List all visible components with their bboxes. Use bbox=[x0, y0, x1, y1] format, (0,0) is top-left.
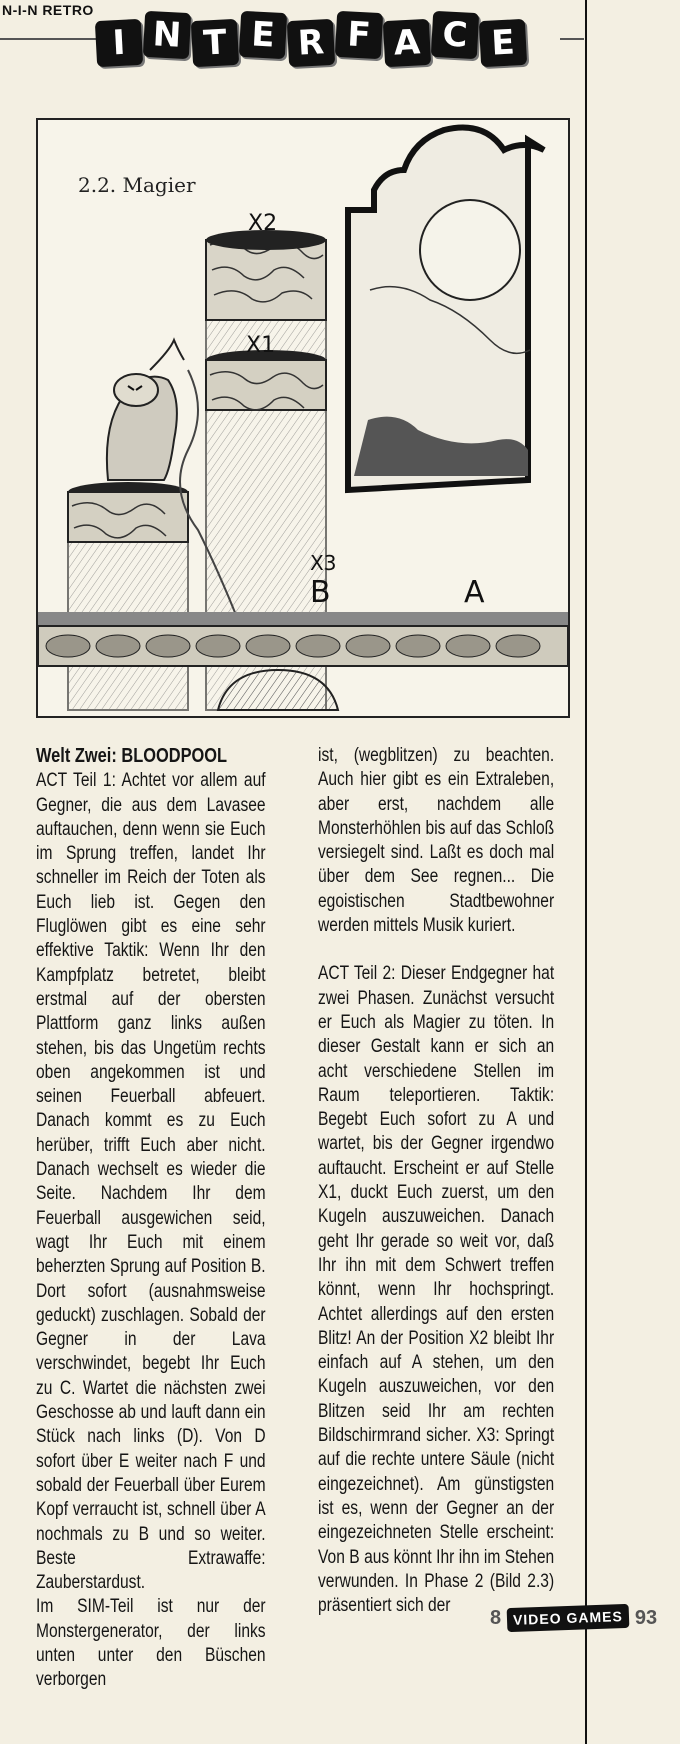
title-letter: E bbox=[479, 19, 527, 67]
right-column bbox=[318, 744, 554, 1618]
marker-a: A bbox=[464, 575, 485, 610]
paragraph-gap bbox=[318, 938, 554, 962]
marker-b: B bbox=[310, 575, 331, 610]
left-pillar bbox=[68, 482, 188, 710]
rocky-floor bbox=[38, 612, 568, 666]
magazine-logo: VIDEO GAMES bbox=[507, 1604, 630, 1632]
title-letter: C bbox=[431, 11, 479, 59]
figure-caption: 2.2. Magier bbox=[78, 173, 196, 197]
title-letter: I bbox=[95, 19, 143, 67]
column-rule bbox=[585, 0, 587, 1744]
page-number: 93 bbox=[634, 1606, 658, 1629]
map-illustration bbox=[36, 118, 570, 718]
marker-x1: X1 bbox=[246, 333, 276, 358]
section-tag: N-I-N RETRO bbox=[2, 2, 94, 18]
title-letter: E bbox=[239, 11, 287, 59]
title-letter: N bbox=[143, 11, 191, 59]
title-letter: F bbox=[335, 11, 383, 59]
marker-x3: X3 bbox=[310, 551, 337, 575]
castle-window bbox=[348, 128, 544, 491]
paragraph: ACT Teil 2: Dieser Endgegner hat zwei Phasen. Zunächst versucht er Euch als Magier zu töten. In dieser Gestalt kann er sich an acht verschiedene Stellen im Raum teleportieren. Taktik: Begebt Euch sofort zu A und wartet, bis der Gegner irgendwo auftaucht. Erscheint er auf Stelle X1, duckt Euch zuerst, um den Kugeln auszuweichen. Danach geht Ihr gerade so weit vor, daß Ihr ihn mit dem Schwert treffen könnt, wenn Ihr hochspringt. Achtet allerdings auf den ersten Blitz! An der Position X2 bleibt Ihr einfach auf A stehen, um den Kugeln auszuweichen, vor den Blitzen seid Ihr am rechten Bildschirmrand sicher. X3: Springt auf die rechte untere Säule (nicht eingezeichnet). Am günstigsten ist es, wenn der Gegner an der eingezeichneten Stelle erscheint: Von B aus könnt Ihr ihn im Stehen verwunden. In Phase 2 (Bild 2.3) präsentiert sich der bbox=[318, 963, 555, 1617]
title-letter: R bbox=[287, 19, 335, 67]
title-letter: A bbox=[383, 19, 431, 67]
sketch-drawing bbox=[38, 120, 568, 716]
paragraph: ist, (wegblitzen) zu beachten. Auch hier gibt es ein Extraleben, aber erst, nachdem alle Monsterhöhlen bis auf das Schloß versiegelt sind. Laßt es doch mal über dem See regnen... Die egoistischen Stadtbewohner werden mittels Musik kuriert. bbox=[318, 745, 555, 937]
page-title bbox=[96, 14, 576, 70]
marker-x2: X2 bbox=[248, 211, 278, 236]
issue-number: 8 bbox=[490, 1606, 502, 1629]
page-footer bbox=[490, 1600, 657, 1636]
paragraph: ACT Teil 1: Achtet vor allem auf Gegner, die aus dem Lavasee auftauchen, denn wenn sie Euch im Sprung treffen, landet Ihr schneller im Reich der Toten als Euch lieb ist. Gegen den Fluglöwen gibt es eine sehr effektive Taktik: Wenn Ihr den Kampfplatz betretet, bleibt erstmal auf der obersten Plattform ganz links außen stehen, bis das Ungetüm rechts oben angekommen ist und seinen Feuerball abfeuert. Danach kommt es zu Euch herüber, trifft Euch aber nicht. Danach wechselt es wieder die Seite. Nachdem Ihr dem Feuerball ausgewichen seid, wagt Ihr Euch mit einem beherzten Sprung auf Position B. Dort sofort (ausnahmsweise geduckt) zuschlagen. Sobald der Gegner in der Lava verschwindet, begebt Ihr Euch zu C. Wartet die nächsten zwei Geschosse ab und lauft dann ein Stück nach links (D). Von D sofort über E weiter nach F und sobald der Feuerball über Eurem Kopf verraucht ist, schnell über A nochmals zu B und so weiter. Beste Extrawaffe: Zauberstardust. bbox=[36, 770, 266, 1594]
header-rule bbox=[0, 38, 100, 40]
mid-platform bbox=[206, 350, 326, 410]
paragraph: Im SIM-Teil ist nur der Monstergenerator, der links unten unter den Büschen verborgen bbox=[36, 1596, 266, 1691]
title-letter: T bbox=[191, 19, 239, 67]
article-headline: Welt Zwei: BLOODPOOL bbox=[36, 745, 228, 767]
left-column bbox=[36, 744, 266, 1693]
